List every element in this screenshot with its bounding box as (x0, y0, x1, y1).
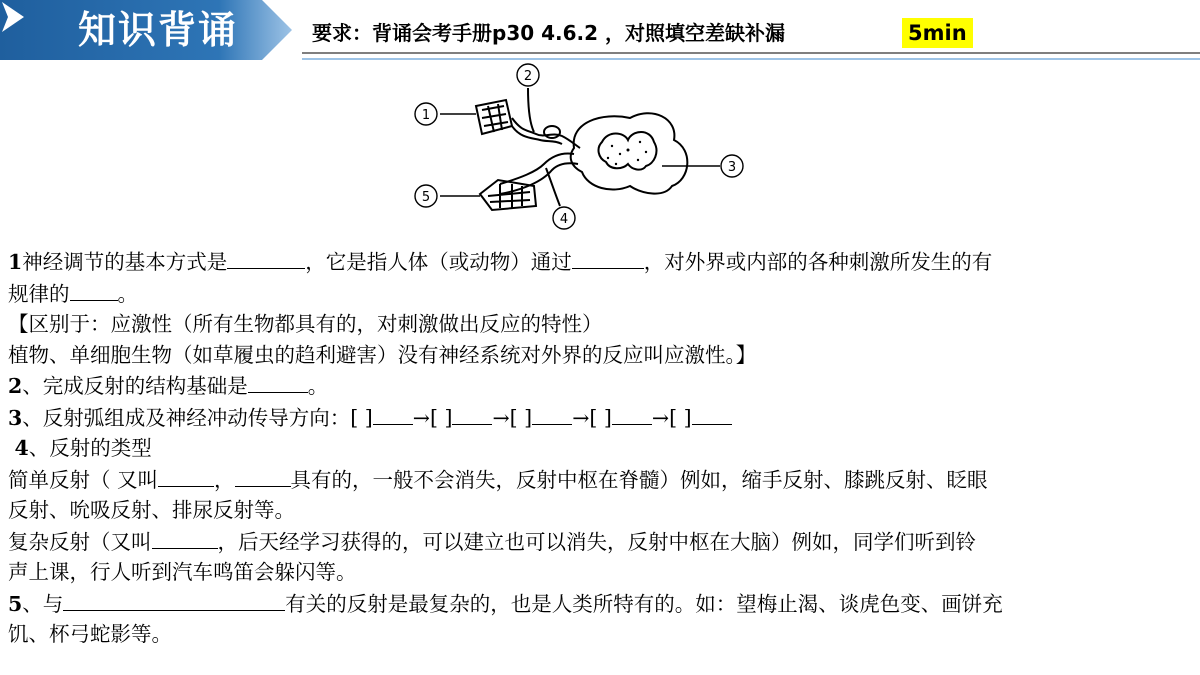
diagram-label-3: 3 (727, 160, 737, 175)
question-4-heading: 4、反射的类型 (14, 436, 152, 460)
simple-reflex-line-1: 简单反射（ 又叫 ， 具有的，一般不会消失，反射中枢在脊髓）例如，缩手反射、膝跳反射、眨眼 (8, 464, 1196, 496)
diagram-label-2: 2 (523, 69, 533, 84)
fill-blank[interactable] (158, 464, 214, 487)
question-1-line-2: 规律的 。 (8, 278, 1196, 310)
diagram-label-1: 1 (421, 108, 431, 123)
note-line-1: 【区别于：应激性（所有生物都具有的，对刺激做出反应的特性） (8, 312, 603, 336)
chevron-right-icon (0, 0, 26, 34)
fill-blank[interactable] (70, 278, 118, 301)
fill-blank[interactable] (248, 370, 308, 393)
afferent-nerve (512, 118, 580, 148)
fill-blank[interactable] (612, 402, 652, 425)
question-2: 2、完成反射的结构基础是 。 (8, 370, 1196, 402)
requirement-text: 要求：背诵会考手册p30 4.6.2 ，对照填空差缺补漏 (312, 21, 786, 45)
question-3: 3、反射弧组成及神经冲动传导方向：[ ] →[ ] →[ ] →[ ] →[ ] (8, 402, 1196, 434)
fill-blank[interactable] (227, 246, 305, 269)
diagram-label-5: 5 (421, 190, 431, 205)
complex-reflex-line-1: 复杂反射（又叫 ，后天经学习获得的，可以建立也可以消失，反射中枢在大脑）例如，同学们听到铃 (8, 526, 1196, 558)
question-1-line-1: 1神经调节的基本方式是 ，它是指人体（或动物）通过 ，对外界或内部的各种刺激所发生的有 (8, 246, 1196, 278)
fill-blank[interactable] (692, 402, 732, 425)
fill-blank[interactable] (235, 464, 291, 487)
fill-blank[interactable] (373, 402, 413, 425)
question-content (8, 246, 1196, 650)
efferent-nerve (500, 153, 574, 184)
question-5-line-2: 饥、杯弓蛇影等。 (8, 622, 172, 646)
fill-blank[interactable] (452, 402, 492, 425)
note-line-2: 植物、单细胞生物（如草履虫的趋利避害）没有神经系统对外界的反应叫应激性。】 (8, 342, 757, 367)
spinal-cord-outline (571, 113, 688, 193)
simple-reflex-line-2: 反射、吮吸反射、排尿反射等。 (8, 498, 295, 522)
question-5-line-1: 5、与 有关的反射是最复杂的，也是人类所特有的。如：望梅止渴、谈虎色变、画饼充 (8, 588, 1196, 620)
reflex-arc-diagram (402, 60, 762, 235)
diagram-label-4: 4 (559, 212, 569, 227)
fill-blank[interactable] (572, 246, 644, 269)
divider-line (302, 52, 1200, 54)
fill-blank[interactable] (152, 526, 218, 549)
header-banner (0, 0, 292, 60)
complex-reflex-line-2: 声上课，行人听到汽车鸣笛会躲闪等。 (8, 560, 357, 584)
page-title: 知识背诵 (78, 8, 239, 52)
time-badge: 5min (902, 18, 973, 48)
fill-blank[interactable] (532, 402, 572, 425)
ganglion (544, 126, 560, 138)
fill-blank[interactable] (63, 588, 285, 611)
